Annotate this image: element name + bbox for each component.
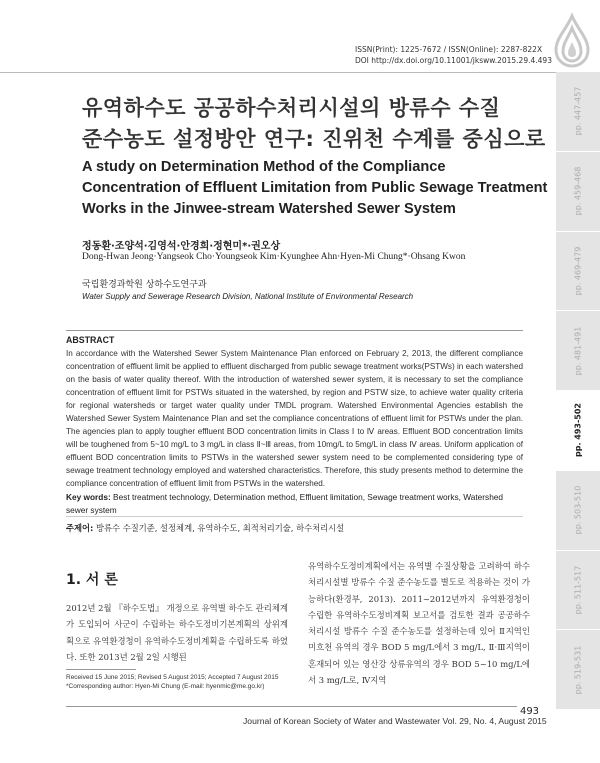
english-authors: Dong-Hwan Jeong·Yangseok Cho·Youngseok Kim·Kyunghee Ahn·Hyen-Mi Chung*·Ohsang Kwon — [82, 252, 466, 262]
korean-title-line-2: 준수농도 설정방안 연구: 진위천 수계를 중심으로 — [82, 127, 546, 151]
keywords-rule — [66, 516, 523, 517]
received-dates: Received 15 June 2015; Revised 5 August 2015; Accepted 7 August 2015 — [66, 674, 279, 681]
korean-keywords-text: 방류수 수질기준, 설정체계, 유역하수도, 최적처리기술, 하수처리시설 — [96, 523, 345, 533]
english-title-line-3: Works in the Jinwee-stream Watershed Sewer System — [82, 201, 456, 217]
journal-citation: Journal of Korean Society of Water and Wastewater Vol. 29, No. 4, August 2015 — [243, 716, 547, 726]
issue-tab[interactable] — [556, 551, 600, 631]
body-left-column: 2012년 2월 『하수도법』 개정으로 유역별 하수도 관리체계가 도입되어 사군이 수립하는 하수도정비기본계획의 상위계획으로 유역환경청이 유역하수도정비계획을 수립하도록 하였다. 또한 2013년 2월 2일 시행된 — [66, 603, 288, 662]
korean-affiliation: 국립환경과학원 상하수도연구과 — [82, 280, 207, 290]
water-drop-logo-icon — [548, 12, 600, 68]
abstract-heading: ABSTRACT — [66, 335, 115, 345]
keywords-label: Key words: — [66, 492, 111, 502]
corresponding-author: *Corresponding author: Hyen-Mi Chung (E-mail: hyenmic@me.go.kr) — [66, 683, 265, 690]
abstract-text: In accordance with the Watershed Sewer System Maintenance Plan enforced on February 2, 2013, the different compliance concentration of effluent limit be applied to effluent discharged from public sewage treatment works(PSTWs) in each watershed on the basis of water quality thereof. With the introduction of watershed sewer system, it is necessary to set the compliance concentration of effluent limit for PSTWs situated in the watershed, by region and PSTW size, to achieve water quality criteria for regional watersheds or target water quality under TMDL program. Watershed Environmental Agencies establish the Watershed Sewer System Maintenance Plan and set the compliance concentrations of effluent limit for PSTWs under the plan. The agencies plan to apply tougher effluent BOD concentration limits in Class Ⅰ to Ⅳ areas. Effluent BOD concentration limits will be toughened from 5~10 mg/L to 3 mg/L in class Ⅱ~Ⅲ areas, from 10mg/L to 5mg/L in class Ⅳ areas. Uniform application of effluent BOD concentration limits to PSTWs in the watershed sewer system need to be complemented considering type of sewage treatment technology employed and watershed characteristics. Therefore, this study presents method to determine the compliance concentration of effluent limit from PSTWs in the watershed. — [66, 349, 523, 488]
footnote-rule — [66, 669, 136, 670]
issue-tab-label: pp. 469-479 — [573, 246, 583, 296]
issue-tab[interactable] — [556, 232, 600, 312]
korean-keywords-label: 주제어: — [66, 523, 94, 533]
issn-line: ISSN(Print): 1225-7672 / ISSN(Online): 2287-822X — [355, 45, 543, 54]
issue-tab[interactable] — [556, 311, 600, 391]
keywords — [66, 491, 526, 517]
issue-tab-label: pp. 481-491 — [573, 326, 583, 375]
doi-line: DOI http://dx.doi.org/10.11001/jksww.2015.29.4.493 — [355, 56, 552, 65]
issue-tab-label: pp. 459-468 — [573, 166, 583, 216]
issn-doi-block — [355, 44, 552, 66]
section-heading: 1. 서 론 — [66, 572, 118, 588]
issue-tab[interactable] — [556, 391, 600, 471]
english-affiliation: Water Supply and Sewerage Research Division, National Institute of Environmental Research — [82, 292, 414, 301]
footnote — [66, 673, 279, 691]
issue-tab-label: pp. 511-517 — [573, 565, 583, 615]
header-rule — [0, 72, 600, 73]
keywords-text: Best treatment technology, Determination method, Effluent limitation, Sewage treatment works, Watershed sewer system — [66, 492, 504, 515]
page-number: 493 — [517, 704, 542, 720]
issue-tab-label: pp. 493-502 — [573, 403, 583, 458]
issue-tab[interactable] — [556, 152, 600, 232]
korean-authors: 정동환·조양석·김영석·안경희·정현미*·권오상 — [82, 241, 281, 252]
issue-tab-label: pp. 503-510 — [573, 485, 583, 535]
issue-tab-label: pp. 519-531 — [573, 645, 583, 694]
korean-keywords — [66, 522, 344, 534]
issue-tab-label: pp. 447-457 — [573, 87, 583, 136]
korean-title-line-1: 유역하수도 공공하수처리시설의 방류수 수질 — [82, 96, 501, 120]
issue-tab[interactable] — [556, 471, 600, 551]
english-title-line-1: A study on Determination Method of the Compliance — [82, 159, 446, 175]
body-right-column: 유역하수도정비계획에서는 유역별 수질상황을 고려하여 하수처리시설별 방류수 수질 준수농도를 별도로 적용하는 것이 가능하다(환경부, 2013). 2011~2012년까지 유역환경청이 수립한 유역하수도정비계획 보고서를 검토한 결과 공공하수처리시설 방류수 수질 준수농도를 설정하는데 있어 Ⅱ지역인 미흐천 유역의 경우 BOD 5 mg/L에서 3 mg/L, Ⅱ·Ⅲ지역이 혼재되어 있는 영산강 상류유역의 경우 BOD 5~10 mg/L에서 3 mg/L로, Ⅳ지역 — [308, 561, 530, 686]
english-title-line-2: Concentration of Effluent Limitation from Public Sewage Treatment — [82, 180, 548, 196]
abstract-rule — [66, 330, 523, 331]
issue-tab[interactable] — [556, 630, 600, 710]
footer-rule — [66, 706, 532, 707]
issue-tab[interactable] — [556, 72, 600, 152]
